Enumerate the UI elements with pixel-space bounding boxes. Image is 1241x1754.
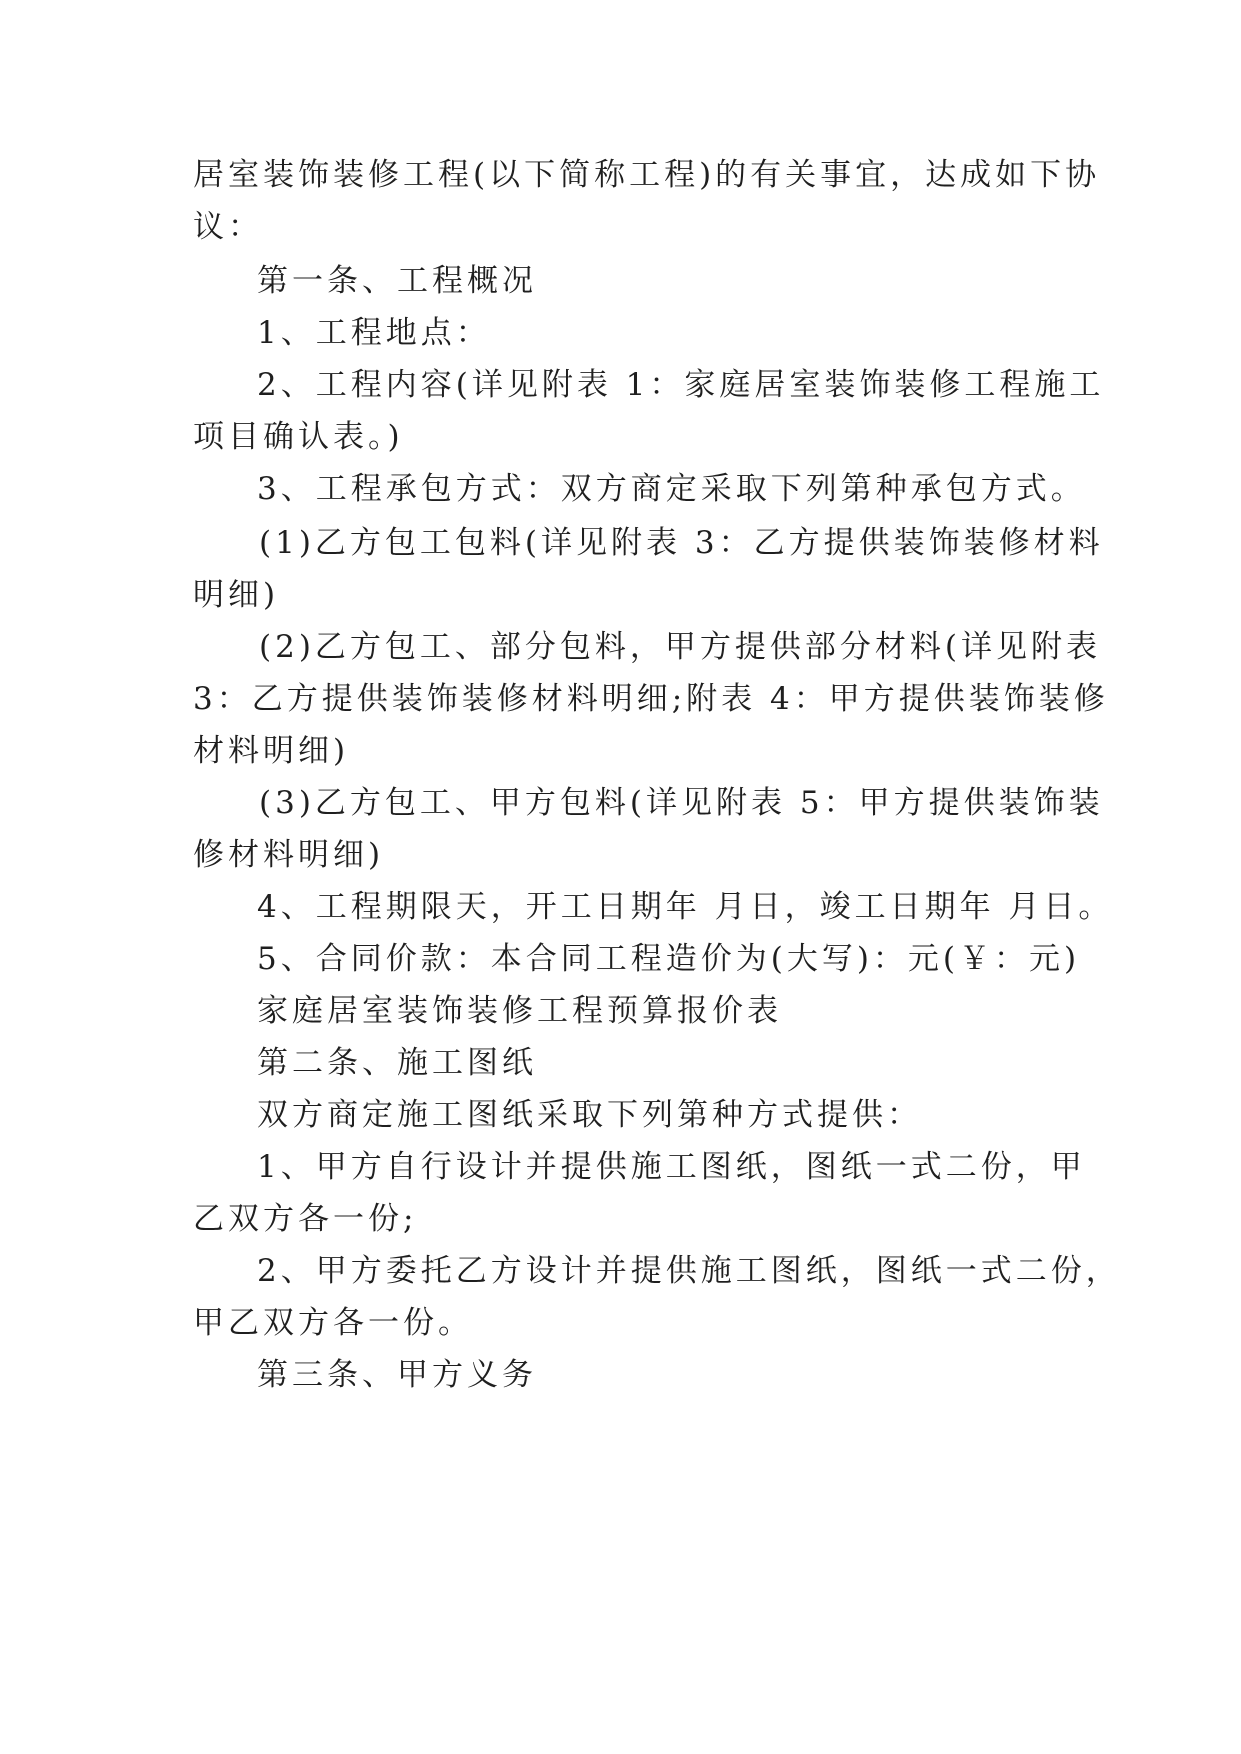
text-line: 乙双方各一份; [193,1201,418,1237]
text-line: 1、甲方自行设计并提供施工图纸，图纸一式二份，甲 [257,1149,1086,1185]
text-line: 修材料明细) [193,837,385,873]
text-line: 议： [193,209,263,245]
text-line: 3：乙方提供装饰装修材料明细;附表 4：甲方提供装饰装修 [193,681,1109,717]
text-line: 5、合同价款：本合同工程造价为(大写)：元(￥：元) [257,941,1081,977]
text-line: 2、甲方委托乙方设计并提供施工图纸，图纸一式二份， [257,1253,1121,1289]
text-line: (3)乙方包工、甲方包料(详见附表 5：甲方提供装饰装 [259,785,1104,821]
section-heading: 第一条、工程概况 [257,263,537,299]
text-line: 3、工程承包方式：双方商定采取下列第种承包方式。 [257,471,1086,507]
text-line: (2)乙方包工、部分包料，甲方提供部分材料(详见附表 [259,629,1102,665]
text-line: 2、工程内容(详见附表 1：家庭居室装饰装修工程施工 [257,367,1105,403]
text-line: (1)乙方包工包料(详见附表 3：乙方提供装饰装修材料 [259,525,1104,561]
text-line: 材料明细) [193,733,350,769]
text-line: 双方商定施工图纸采取下列第种方式提供： [257,1097,922,1133]
text-line: 4、工程期限天，开工日期年 月日，竣工日期年 月日。 [257,889,1114,925]
section-heading: 第三条、甲方义务 [257,1357,537,1393]
text-line: 居室装饰装修工程(以下简称工程)的有关事宜，达成如下协 [193,157,1101,193]
text-line: 明细) [193,577,280,613]
section-heading: 第二条、施工图纸 [257,1045,537,1081]
table-caption: 家庭居室装饰装修工程预算报价表 [257,993,782,1029]
text-line: 1、工程地点： [257,315,491,351]
text-line: 项目确认表。) [193,419,404,455]
text-line: 甲乙双方各一份。 [193,1305,473,1341]
